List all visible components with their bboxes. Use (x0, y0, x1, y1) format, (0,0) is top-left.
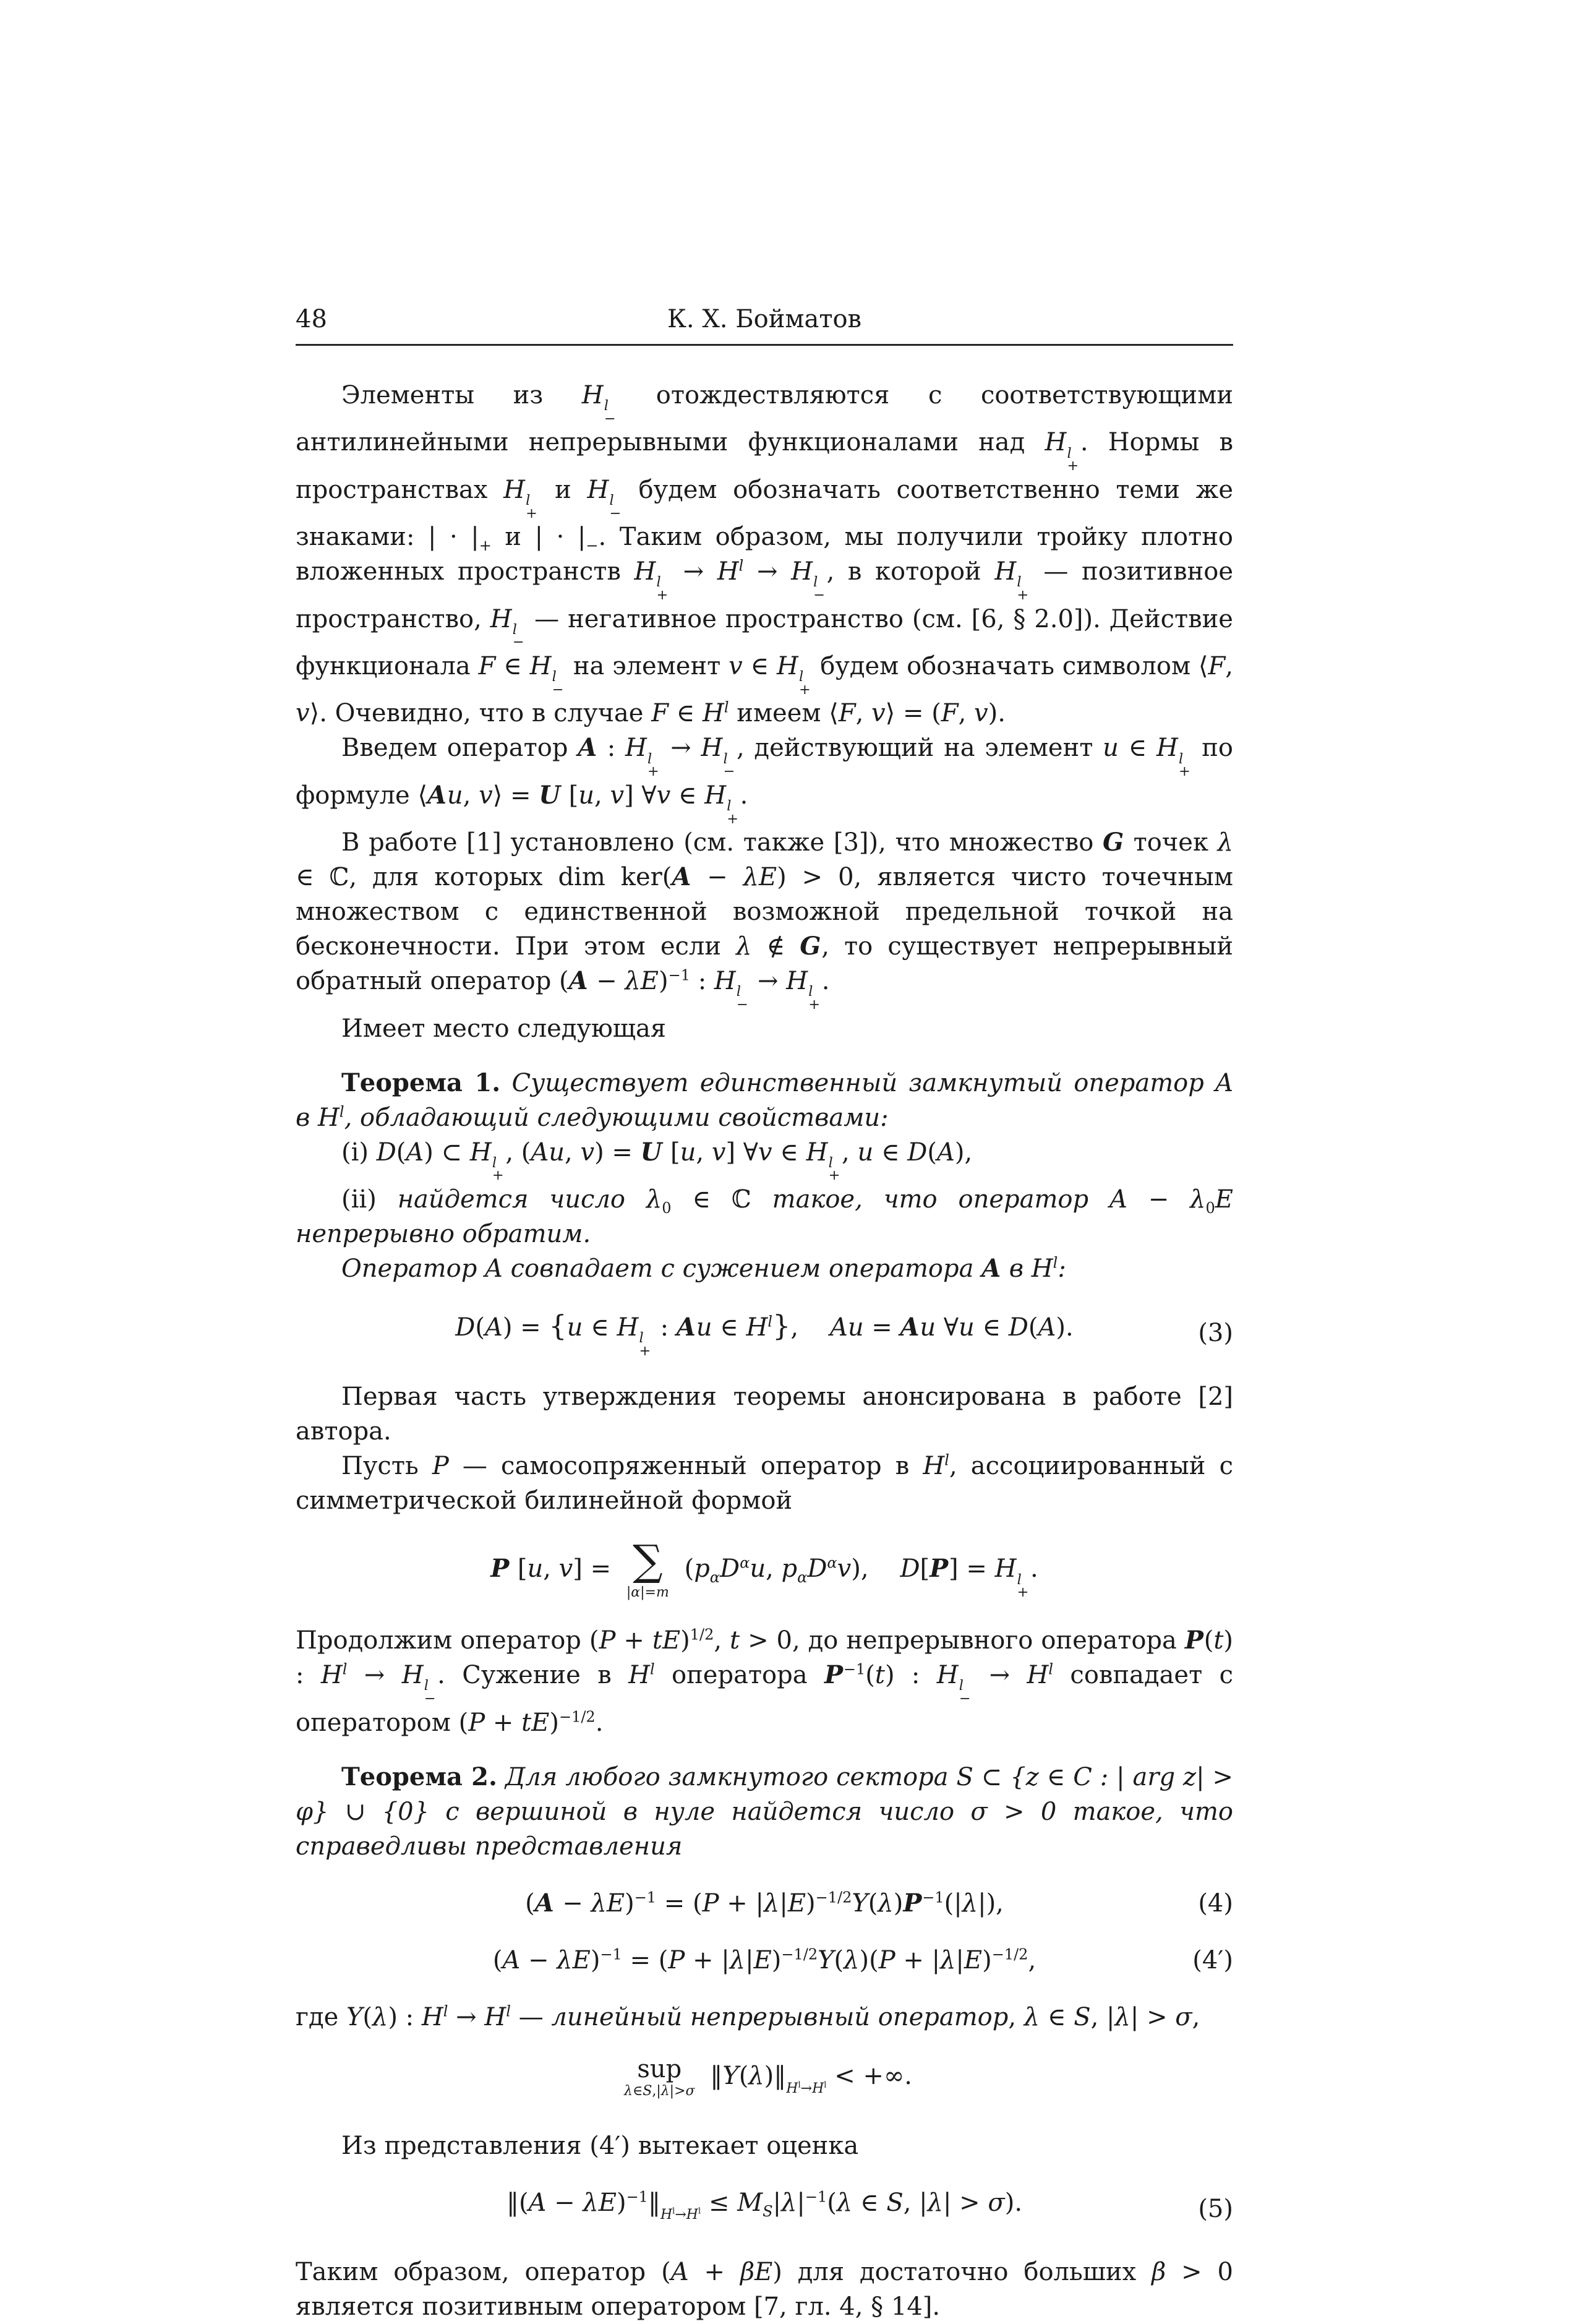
text-column (296, 304, 1233, 2324)
equation-3 (296, 1308, 1233, 1357)
equation-3-number: (3) (1198, 1318, 1233, 1347)
equation-4 (296, 1886, 1233, 1921)
page-header (296, 304, 1233, 334)
sup-norm-formula-body: sup λ∈S,|λ|>σ $‖Y(\lambda)‖_{H^l\to H^l}$ < +∞. (623, 2054, 913, 2099)
equation-5-number: (5) (1198, 2194, 1233, 2223)
theorem-1-heading: Теорема 1. Существует единственный замкнутый оператор A в $H^l$, обладающий следующими свойствами: (296, 1068, 1233, 1132)
header-rule (296, 344, 1233, 346)
equation-4-prime-number: (4′) (1192, 1945, 1233, 1975)
paragraph-operator-definition: Введем оператор A : H l + → H l − , действующий на элемент u ∈ H l + по формуле ⟨Au, v⟩ = U [u, v] ∀v ∈ H l + . (296, 733, 1233, 827)
paragraph-where-Y: где Y(λ) : $H^l \to H^l$ — линейный непрерывный оператор, λ ∈ S, |λ| > σ, (296, 2002, 1200, 2031)
paragraph-spaces-intro: Элементы из H l − отождествляются с соответствующими антилинейными непрерывными функционалами над H l + . Нормы в пространствах H l + и H l − будем обозначать соответственно теми же знаками: | · $|_+$ и | · $|_-$. Таким образом, мы получили тройку плотно вложенных пространств H l + → $H^l \to H$ l − , в которой H l + — позитивное пространство, H l − — негативное пространство (см. [6, § 2.0]). Действие функционала F ∈ H l − на элемент v ∈ H l + будем обозначать символом ⟨F, v⟩. Очевидно, что в случае F ∈ $H^l$ имеем ⟨F, v⟩ = (F, v). (296, 381, 1234, 728)
theorem-1-item-ii: (ii) найдется число $\lambda_0$ ∈ ℂ такое, что оператор $A - \lambda_0E$ непрерывно обратим. (296, 1185, 1233, 1249)
paragraph-lead-in: Имеет место следующая (341, 1014, 667, 1043)
equation-5 (296, 2185, 1233, 2232)
paragraph-estimate-leadin: Из представления (4′) вытекает оценка (341, 2131, 859, 2160)
paragraph-announced: Первая часть утверждения теоремы анонсирована в работе [2] автора. (296, 1383, 1233, 1446)
equation-4-number: (4) (1198, 1889, 1233, 1918)
theorem-1-closing: Оператор A совпадает с сужением оператора A в $H^l$: (341, 1254, 1066, 1284)
equation-4-formula: $(A - \lambda E)^{-1} = (P + |\lambda|E)^{-1/2}Y(\lambda)P^{-1}(|\lambda|)$, (525, 1888, 1004, 1918)
theorem-2-heading: Теорема 2. Для любого замкнутого сектора S ⊂ {z ∈ C : | arg z| > φ} ∪ {0} с вершиной в нуле найдется число σ > 0 такое, что справедливы представления (296, 1762, 1233, 1861)
equation-3-formula: D(A) = {u ∈ H l + : Au ∈ $H^l$}, Au = Au ∀u ∈ D(A). (455, 1309, 1074, 1359)
theorem-1-item-i: (i) D(A) ⊂ H l + , (Au, v) = U [u, v] ∀v ∈ H l + , u ∈ D(A), (341, 1137, 973, 1184)
paragraph-positive-operator: Таким образом, оператор (A + βE) для достаточно больших β > 0 является позитивным оператором [7, гл. 4, § 14]. (296, 2257, 1233, 2321)
page-number: 48 (296, 305, 327, 333)
paragraph-spectrum-result: В работе [1] установлено (см. также [3]), что множество G точек λ ∈ ℂ, для которых dim ker(A − λE) > 0, является чисто точечным множеством с единственной возможной предельной точкой на бесконечности. При этом если λ ∉ G, то существует непрерывный обратный оператор $(A - \lambda E)^{-1}$ : H l − → H l + . (296, 828, 1234, 1013)
running-title: К. Х. Бойматов (667, 305, 862, 333)
equation-4-prime-formula: $(A - \lambda E)^{-1} = (P + |\lambda|E)^{-1/2}Y(\lambda)(P + |\lambda|E)^{-1/2}$, (492, 1945, 1036, 1975)
sup-norm-formula (296, 2054, 1233, 2106)
bilinear-form-formula-body: P [u, v] = ∑ |α|=m ($p_\alpha D^\alpha u$, $p_\alpha D^\alpha v$), D[P] = H l + . (490, 1537, 1038, 1601)
bilinear-form-formula (296, 1537, 1233, 1601)
equation-5-formula: ‖(A − $\lambda E)^{-1}‖_{H^l\to H^l} \le M_S|\lambda|^{-1}(\lambda$ ∈ S, |λ| > σ). (506, 2188, 1023, 2223)
equation-4-prime (296, 1943, 1233, 1978)
paragraph-extension: Продолжим оператор (P + tE)$^{1/2}$, t > 0, до непрерывного оператора P(t) : $H^l \to H$ l − . Сужение в $H^l$ оператора $P^{-1}(t)$ : H l − → $H^l$ совпадает с оператором (P + tE)$^{-1/2}$. (296, 1626, 1234, 1737)
paragraph-selfadjoint: Пусть P — самосопряженный оператор в $H^l$, ассоциированный с симметрической билинейной формой (296, 1452, 1233, 1516)
